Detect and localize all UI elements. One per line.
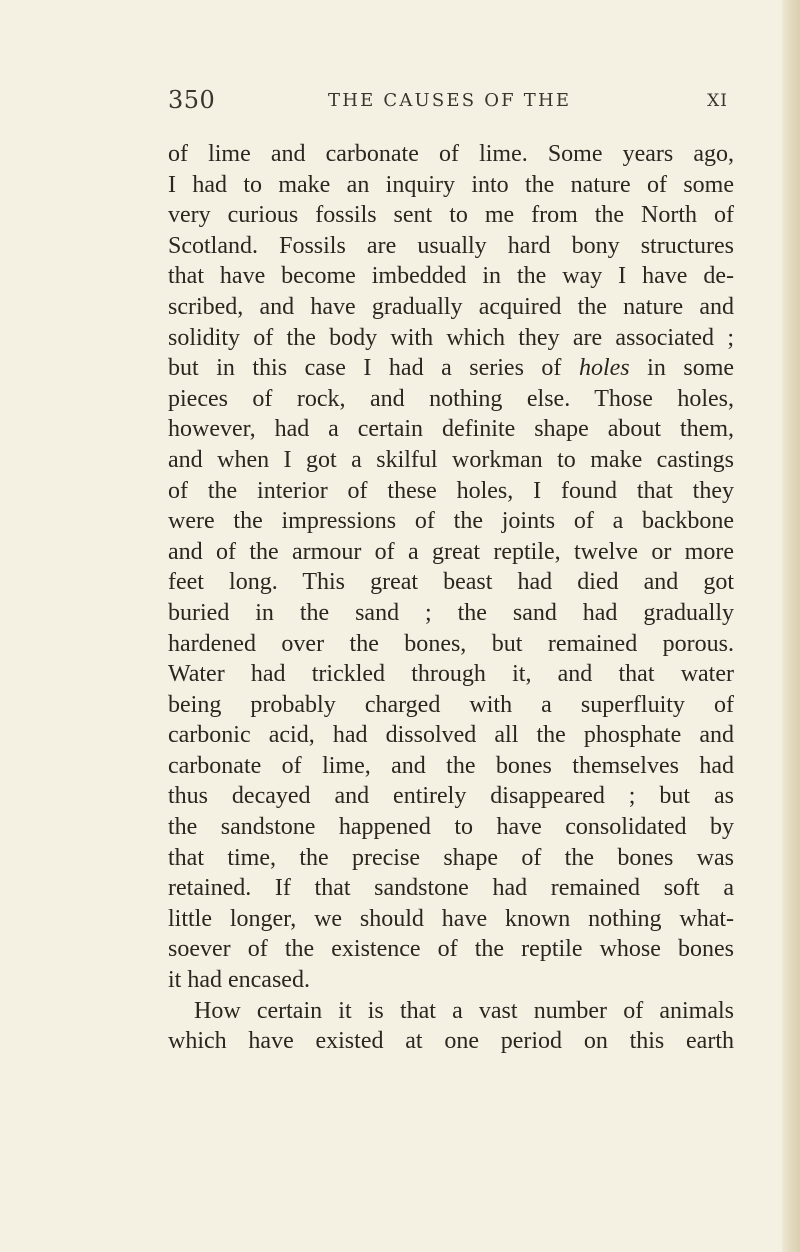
- body-text: [168, 139, 734, 1057]
- paragraph-end-line: it had encased.: [168, 967, 310, 994]
- text-line: soever of the existence of the reptile whose bones: [168, 936, 734, 963]
- text-line: scribed, and have gradually acquired the nature and: [168, 293, 734, 320]
- text-line: Scotland. Fossils are usually hard bony structures: [168, 232, 734, 259]
- text-line: were the impressions of the joints of a backbone: [168, 508, 734, 535]
- text-segment: in some: [647, 355, 735, 382]
- text-line: the sandstone happened to have consolidated by: [168, 814, 734, 841]
- text-line: carbonic acid, had dissolved all the phosphate and: [168, 722, 734, 749]
- text-segment: but in this case I had a series of: [168, 355, 562, 382]
- running-head: [168, 86, 732, 120]
- paragraph-start-line: How certain it is that a vast number of animals: [194, 997, 734, 1024]
- chapter-number: XI: [707, 91, 728, 111]
- text-line: of the interior of these holes, I found that they: [168, 477, 734, 504]
- text-line: very curious fossils sent to me from the North of: [168, 202, 734, 229]
- text-line: buried in the sand ; the sand had gradually: [168, 599, 734, 626]
- text-line: being probably charged with a superfluity of: [168, 691, 734, 718]
- text-line: however, had a certain definite shape about them,: [168, 416, 734, 443]
- text-line: that time, the precise shape of the bones was: [168, 844, 734, 871]
- text-line: little longer, we should have known nothing what-: [168, 905, 734, 932]
- italic-word: holes: [578, 355, 630, 382]
- text-line: thus decayed and entirely disappeared ; but as: [168, 783, 734, 810]
- running-title: THE CAUSES OF THE: [328, 90, 572, 111]
- text-line: that have become imbedded in the way I have de-: [168, 263, 734, 290]
- text-line: I had to make an inquiry into the nature of some: [168, 171, 734, 198]
- text-line: which have existed at one period on this earth: [168, 1028, 734, 1055]
- text-line: feet long. This great beast had died and got: [168, 569, 734, 596]
- text-line: Water had trickled through it, and that water: [168, 661, 734, 688]
- text-line: and when I got a skilful workman to make castings: [168, 446, 734, 473]
- page-number: 350: [168, 86, 216, 114]
- text-line-with-italic: [168, 353, 734, 384]
- text-line: of lime and carbonate of lime. Some years ago,: [168, 141, 734, 167]
- text-line: and of the armour of a great reptile, twelve or more: [168, 538, 734, 565]
- page-binding-edge: [782, 0, 800, 1252]
- text-line: carbonate of lime, and the bones themselves had: [168, 752, 734, 779]
- text-line: retained. If that sandstone had remained soft a: [168, 875, 734, 902]
- text-line: solidity of the body with which they are associated ;: [168, 324, 734, 351]
- text-line: pieces of rock, and nothing else. Those holes,: [168, 385, 734, 412]
- text-line: hardened over the bones, but remained porous.: [168, 630, 734, 657]
